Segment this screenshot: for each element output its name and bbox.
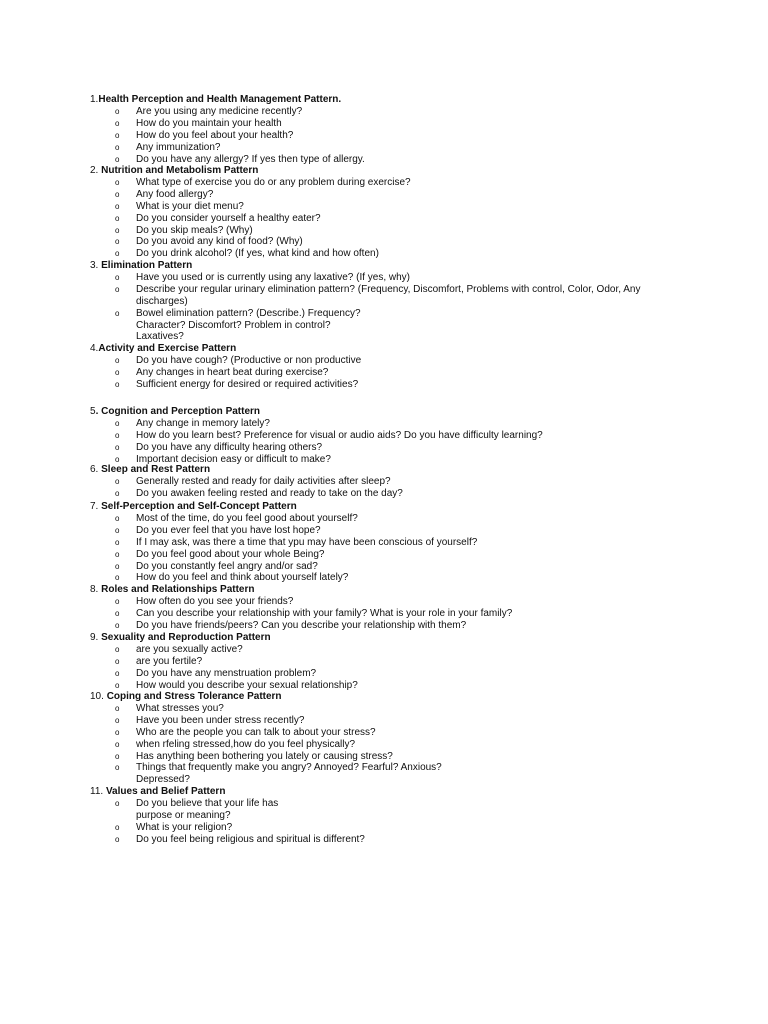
bullet-icon: o — [115, 668, 120, 678]
bullet-icon: o — [115, 644, 120, 654]
list-item: Any food allergy? — [136, 188, 214, 200]
list-item: Do you have any difficulty hearing others? — [136, 441, 323, 453]
list-item: How do you feel about your health? — [136, 129, 294, 141]
bullet-icon: o — [115, 620, 120, 630]
list-item: Who are the people you can talk to about your stress? — [136, 726, 376, 738]
bullet-icon: o — [115, 549, 120, 559]
bullet-icon: o — [115, 284, 120, 294]
list-item: Do you feel good about your whole Being? — [136, 548, 325, 560]
section-number: 2. — [90, 165, 102, 176]
section-title: Sleep and Rest Pattern — [101, 464, 211, 475]
section-heading-10 — [90, 691, 282, 703]
bullet-icon: o — [115, 537, 120, 547]
list-item: Do you have friends/peers? Can you describe your relationship with them? — [136, 619, 467, 631]
section-number: 1. — [90, 94, 99, 105]
section-heading-9 — [90, 632, 271, 644]
list-item: How do you learn best? Preference for visual or audio aids? Do you have difficulty learning? — [136, 429, 543, 441]
bullet-icon: o — [115, 573, 120, 583]
list-item: discharges) — [136, 295, 188, 307]
bullet-icon: o — [115, 525, 120, 535]
bullet-icon: o — [115, 249, 120, 259]
section-title: Values and Belief Pattern — [105, 786, 226, 797]
section-title: Health Perception and Health Management Pattern. — [98, 94, 342, 105]
section-number: 3. — [90, 260, 102, 271]
bullet-icon: o — [115, 142, 120, 152]
section-heading-5 — [90, 406, 260, 418]
list-item: Do you consider yourself a healthy eater? — [136, 212, 321, 224]
bullet-icon: o — [115, 727, 120, 737]
section-title: . Cognition and Perception Pattern — [95, 406, 261, 417]
bullet-icon: o — [115, 272, 120, 282]
list-item: How do you maintain your health — [136, 117, 282, 129]
list-item: Any changes in heart beat during exercise? — [136, 366, 329, 378]
bullet-icon: o — [115, 130, 120, 140]
list-item: If I may ask, was there a time that ypu may have been conscious of yourself? — [136, 536, 478, 548]
bullet-icon: o — [115, 822, 120, 832]
list-item: What stresses you? — [136, 702, 224, 714]
list-item: Character? Discomfort? Problem in control? — [136, 319, 331, 331]
list-item: Generally rested and ready for daily activities after sleep? — [136, 475, 391, 487]
section-title: Self-Perception and Self-Concept Pattern — [101, 501, 297, 512]
bullet-icon: o — [115, 430, 120, 440]
section-heading-1 — [90, 94, 341, 106]
bullet-icon: o — [115, 763, 120, 773]
list-item: Have you been under stress recently? — [136, 714, 305, 726]
list-item: What type of exercise you do or any problem during exercise? — [136, 176, 411, 188]
section-heading-8 — [90, 584, 255, 596]
list-item: Has anything been bothering you lately or causing stress? — [136, 750, 393, 762]
section-number: 10. — [90, 691, 107, 702]
section-heading-6 — [90, 464, 210, 476]
bullet-icon: o — [115, 355, 120, 365]
bullet-icon: o — [115, 488, 120, 498]
list-item: How do you feel and think about yourself lately? — [136, 572, 349, 584]
list-item: Bowel elimination pattern? (Describe.) Frequency? — [136, 307, 361, 319]
section-heading-4 — [90, 343, 236, 355]
section-number: 5 — [90, 406, 96, 417]
list-item: Do you have cough? (Productive or non productive — [136, 354, 362, 366]
bullet-icon: o — [115, 703, 120, 713]
bullet-icon: o — [115, 177, 120, 187]
bullet-icon: o — [115, 237, 120, 247]
list-item: Do you awaken feeling rested and ready to take on the day? — [136, 487, 403, 499]
list-item: Do you drink alcohol? (If yes, what kind and how often) — [136, 248, 379, 260]
bullet-icon: o — [115, 454, 120, 464]
section-title: Activity and Exercise Pattern — [98, 343, 237, 354]
list-item: Do you believe that your life has — [136, 797, 279, 809]
list-item: Depressed? — [136, 774, 190, 786]
section-title: Elimination Pattern — [101, 260, 193, 271]
section-title: Nutrition and Metabolism Pattern — [101, 165, 259, 176]
section-heading-7 — [90, 501, 297, 513]
list-item: Sufficient energy for desired or required activities? — [136, 378, 359, 390]
bullet-icon: o — [115, 561, 120, 571]
list-item: Things that frequently make you angry? Annoyed? Fearful? Anxious? — [136, 762, 442, 774]
list-item: How often do you see your friends? — [136, 595, 294, 607]
list-item: purpose or meaning? — [136, 809, 231, 821]
section-number: 8. — [90, 584, 102, 595]
section-number: 6. — [90, 464, 102, 475]
list-item: What is your religion? — [136, 821, 233, 833]
section-title: Roles and Relationships Pattern — [101, 584, 255, 595]
bullet-icon: o — [115, 308, 120, 318]
list-item: Laxatives? — [136, 331, 184, 343]
bullet-icon: o — [115, 379, 120, 389]
list-item: Describe your regular urinary elimination pattern? (Frequency, Discomfort, Problems with control, Color, Odor, Any — [136, 283, 641, 295]
section-number: 4. — [90, 343, 99, 354]
list-item: Do you skip meals? (Why) — [136, 224, 253, 236]
bullet-icon: o — [115, 739, 120, 749]
section-number: 9. — [90, 632, 102, 643]
list-item: Important decision easy or difficult to make? — [136, 453, 331, 465]
list-item: Can you describe your relationship with your family? What is your role in your family? — [136, 607, 513, 619]
bullet-icon: o — [115, 118, 120, 128]
bullet-icon: o — [115, 715, 120, 725]
bullet-icon: o — [115, 513, 120, 523]
bullet-icon: o — [115, 476, 120, 486]
bullet-icon: o — [115, 751, 120, 761]
list-item: are you fertile? — [136, 655, 203, 667]
list-item: Do you feel being religious and spiritual is different? — [136, 833, 365, 845]
list-item: What is your diet menu? — [136, 200, 244, 212]
section-title: Sexuality and Reproduction Pattern — [101, 632, 271, 643]
list-item: are you sexually active? — [136, 643, 243, 655]
bullet-icon: o — [115, 680, 120, 690]
list-item: How would you describe your sexual relationship? — [136, 679, 358, 691]
section-title: Coping and Stress Tolerance Pattern — [106, 691, 282, 702]
list-item: Most of the time, do you feel good about yourself? — [136, 512, 358, 524]
bullet-icon: o — [115, 798, 120, 808]
section-number: 11. — [90, 786, 106, 797]
section-heading-11 — [90, 786, 225, 798]
list-item: Do you ever feel that you have lost hope? — [136, 524, 321, 536]
bullet-icon: o — [115, 418, 120, 428]
bullet-icon: o — [115, 367, 120, 377]
list-item: Do you have any allergy? If yes then type of allergy. — [136, 153, 365, 165]
list-item: when rfeling stressed,how do you feel physically? — [136, 738, 356, 750]
list-item: Are you using any medicine recently? — [136, 105, 303, 117]
bullet-icon: o — [115, 596, 120, 606]
section-heading-2 — [90, 165, 258, 177]
section-number: 7. — [90, 501, 102, 512]
section-heading-3 — [90, 260, 192, 272]
bullet-icon: o — [115, 225, 120, 235]
list-item: Do you constantly feel angry and/or sad? — [136, 560, 318, 572]
bullet-icon: o — [115, 213, 120, 223]
bullet-icon: o — [115, 201, 120, 211]
bullet-icon: o — [115, 834, 120, 844]
bullet-icon: o — [115, 442, 120, 452]
bullet-icon: o — [115, 106, 120, 116]
list-item: Do you avoid any kind of food? (Why) — [136, 236, 303, 248]
bullet-icon: o — [115, 189, 120, 199]
list-item: Have you used or is currently using any laxative? (If yes, why) — [136, 271, 411, 283]
bullet-icon: o — [115, 656, 120, 666]
bullet-icon: o — [115, 154, 120, 164]
list-item: Any change in memory lately? — [136, 417, 270, 429]
list-item: Any immunization? — [136, 141, 221, 153]
bullet-icon: o — [115, 608, 120, 618]
list-item: Do you have any menstruation problem? — [136, 667, 317, 679]
